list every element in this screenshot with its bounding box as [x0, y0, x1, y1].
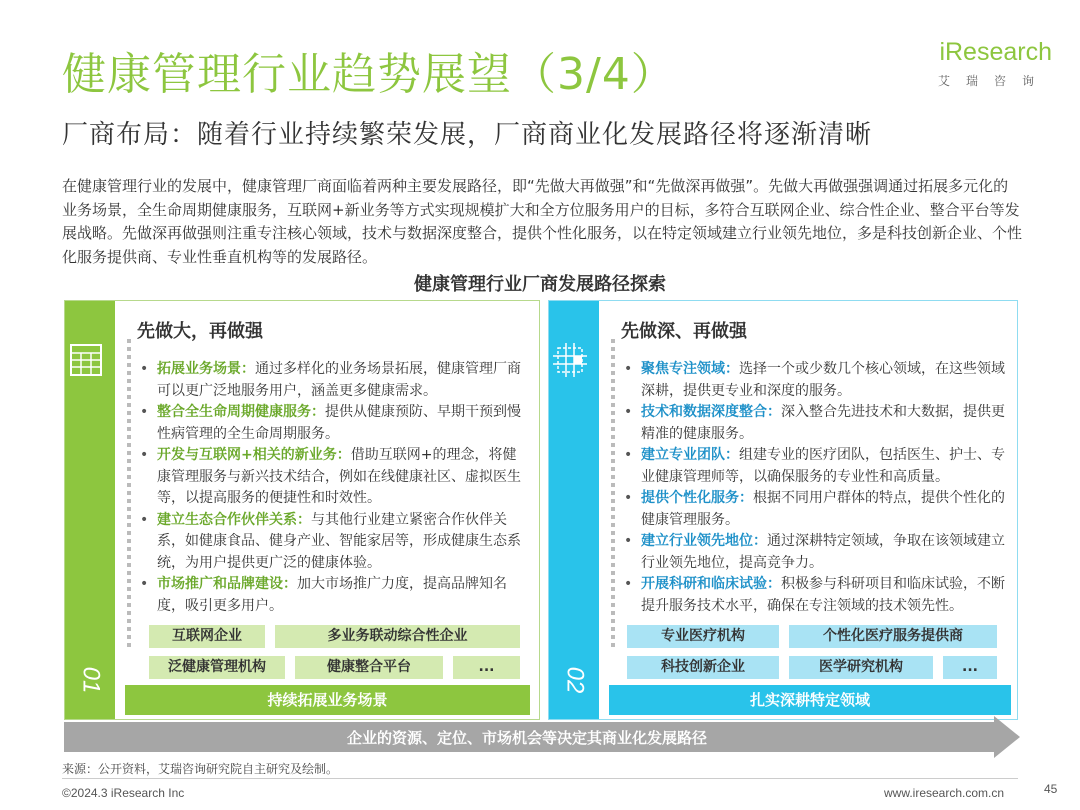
arrow-caption: 企业的资源、定位、市场机会等决定其商业化发展路径 — [346, 729, 707, 747]
panel-side-strip — [65, 301, 115, 719]
panel-number: 01 — [77, 666, 105, 694]
bullet-keyword: 提供个性化服务： — [641, 490, 753, 506]
bullet-text: 提供从健康预防、早期干预到慢性病管理的全生命周期服务。 — [157, 404, 521, 442]
tag-chip: ... — [453, 656, 520, 679]
bullet-list — [137, 359, 527, 617]
tag-chip: 健康整合平台 — [295, 656, 443, 679]
page-title: 健康管理行业趋势展望（3/4） — [62, 49, 676, 100]
tag-chip: 互联网企业 — [149, 625, 265, 648]
bullet-item — [621, 359, 1007, 402]
panel-go-deeper — [548, 300, 1018, 720]
grid-icon — [69, 343, 103, 377]
bullet-text: 借助互联网+的理念，将健康管理服务与新兴技术结合，例如在线健康社区、虚拟医生等，以提高服务的便捷性和时效性。 — [157, 447, 521, 506]
dotted-divider — [611, 339, 615, 649]
source-note: 来源：公开资料，艾瑞咨询研究院自主研究及绘制。 — [62, 762, 339, 776]
bullet-keyword: 技术和数据深度整合： — [641, 404, 781, 420]
tag-chip: 科技创新企业 — [627, 656, 779, 679]
bullet-text: 选择一个或少数几个核心领域，在这些领域深耕，提供更专业和深度的服务。 — [641, 361, 1005, 399]
bullet-item — [137, 510, 527, 575]
page-subtitle: 厂商布局：随着行业持续繁荣发展，厂商商业化发展路径将逐渐清晰 — [62, 120, 873, 150]
bullet-text: 通过多样化的业务场景拓展，健康管理厂商可以更广泛地服务用户，涵盖更多健康需求。 — [157, 361, 521, 399]
tag-chip: 医学研究机构 — [789, 656, 933, 679]
bullet-text: 根据不同用户群体的特点，提供个性化的健康管理服务。 — [641, 490, 1005, 528]
bullet-item — [137, 402, 527, 445]
bullet-item — [137, 574, 527, 617]
panel-grow-bigger — [64, 300, 540, 720]
bullet-text: 积极参与科研项目和临床试验，不断提升服务技术水平，确保在专注领域的技术领先性。 — [641, 576, 1005, 614]
bullet-text: 深入整合先进技术和大数据，提供更精准的健康服务。 — [641, 404, 1005, 442]
bullet-text: 加大市场推广力度，提高品牌知名度，吸引更多用户。 — [157, 576, 507, 614]
panel-heading: 先做大，再做强 — [137, 321, 263, 342]
bullet-keyword: 开展科研和临床试验： — [641, 576, 781, 592]
bullet-keyword: 建立行业领先地位： — [641, 533, 767, 549]
bullet-text: 与其他行业建立紧密合作伙伴关系，如健康食品、健身产业、智能家居等，形成健康生态系统，为用户提供更广泛的健康体验。 — [157, 511, 521, 571]
logo-subtext: 艾瑞咨询 — [937, 74, 1050, 88]
panel-banner: 扎实深耕特定领域 — [609, 685, 1011, 715]
footer-divider — [62, 778, 1018, 779]
bullet-item — [621, 574, 1007, 617]
panel-heading: 先做深、再做强 — [621, 321, 747, 342]
bullet-keyword: 聚焦专注领域： — [641, 361, 739, 377]
tag-chip: 泛健康管理机构 — [149, 656, 285, 679]
bullet-item — [621, 531, 1007, 574]
bullet-keyword: 拓展业务场景： — [157, 361, 255, 377]
bullet-keyword: 建立生态合作伙伴关系： — [157, 511, 311, 528]
website-link[interactable]: www.iresearch.com.cn — [884, 786, 1005, 800]
bullet-keyword: 建立专业团队： — [641, 447, 739, 463]
tag-chip: ... — [943, 656, 997, 679]
panel-side-strip — [549, 301, 599, 719]
panel-number: 02 — [561, 666, 589, 694]
intro-paragraph: 在健康管理行业的发展中，健康管理厂商面临着两种主要发展路径，即“先做大再做强”和“先做深再做强”。先做大再做强强调通过拓展多元化的业务场景，全生命周期健康服务，互联网+新业务等方式实现规模扩大和全方位服务用户的目标，多符合互联网企业、综合性企业、整合平台等发展战略。先做深再做强则注重专注核心领域，技术与数据深度整合，提供个性化服务，以在特定领域建立行业领先地位，多是科技创新企业、个性化服务提供商、专业性垂直机构等的发展路径。 — [62, 177, 1023, 266]
diagram-title: 健康管理行业厂商发展路径探索 — [414, 274, 666, 295]
bullet-item — [137, 445, 527, 510]
bullet-text: 组建专业的医疗团队，包括医生、护士、专业健康管理师等，以确保服务的专业性和高质量。 — [641, 447, 1005, 485]
logo-brand: iResearch — [939, 38, 1052, 66]
bullet-keyword: 市场推广和品牌建设： — [157, 576, 297, 592]
bullet-text: 通过深耕特定领域，争取在该领域建立行业领先地位，提高竞争力。 — [641, 533, 1005, 571]
bullet-item — [621, 488, 1007, 531]
tag-chip: 多业务联动综合性企业 — [275, 625, 520, 648]
copyright: ©2024.3 iResearch Inc — [62, 786, 185, 800]
bullet-keyword: 开发与互联网+相关的新业务： — [157, 447, 351, 463]
panel-banner: 持续拓展业务场景 — [125, 685, 530, 715]
bullet-item — [137, 359, 527, 402]
bullet-item — [621, 402, 1007, 445]
tag-chip: 个性化医疗服务提供商 — [789, 625, 997, 648]
bullet-item — [621, 445, 1007, 488]
tag-chip: 专业医疗机构 — [627, 625, 779, 648]
page-number: 45 — [1044, 782, 1058, 796]
bullet-list — [621, 359, 1007, 617]
dotted-divider — [127, 339, 131, 649]
target-grid-icon — [553, 343, 587, 377]
iresearch-logo — [912, 38, 1052, 98]
bullet-keyword: 整合全生命周期健康服务： — [157, 404, 325, 420]
